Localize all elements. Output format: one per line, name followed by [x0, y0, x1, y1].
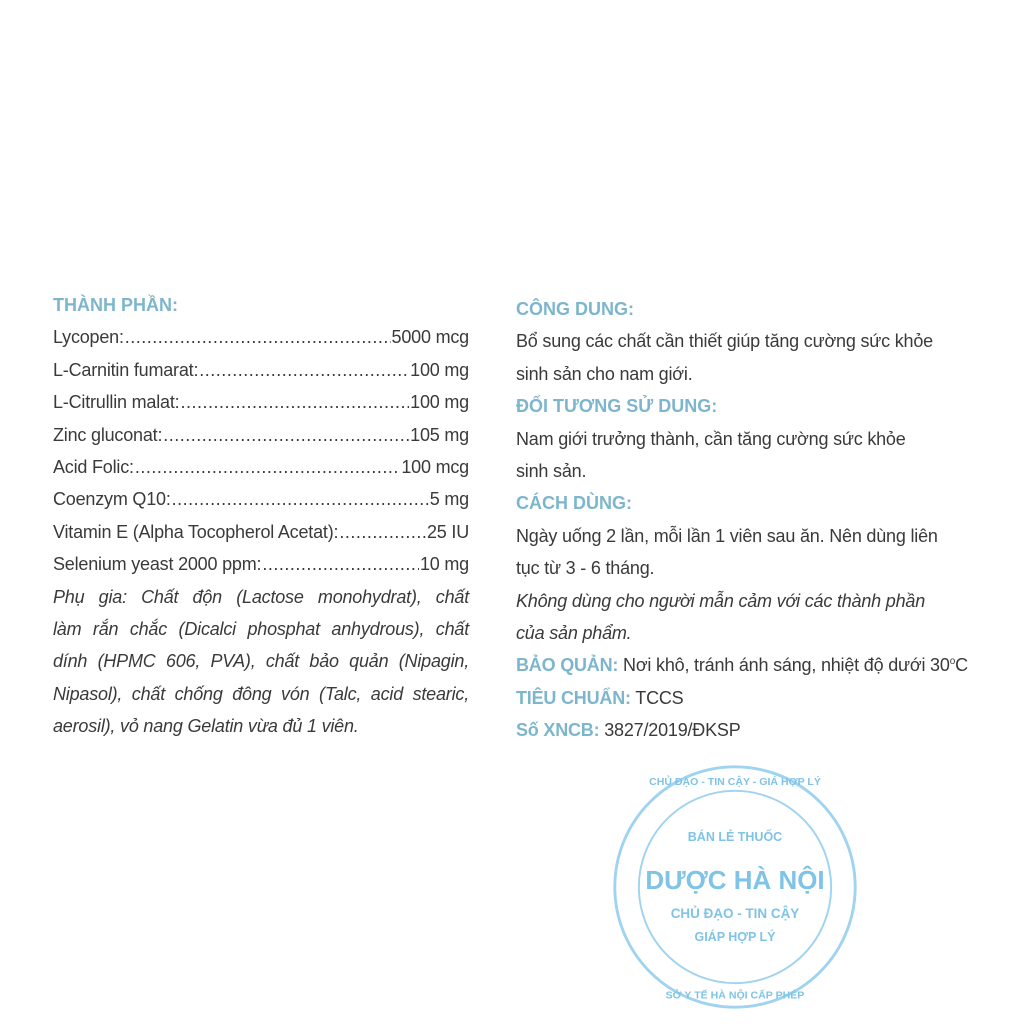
excipients-line: dính (HPMC 606, PVA), chất bảo quản (Nipagin, — [53, 651, 469, 672]
ingredient-amount: 5 mg — [429, 489, 469, 510]
ingredient-name: L-Carnitin fumarat: — [53, 359, 199, 380]
dot-leader — [135, 451, 401, 483]
standard-row — [516, 682, 974, 714]
warning-line: của sản phẩm. — [516, 622, 632, 643]
dot-leader — [163, 419, 409, 451]
target-heading: ĐỐI TƯƠNG SỬ DUNG: — [516, 396, 718, 417]
registration-value: 3827/2019/ĐKSP — [604, 720, 741, 741]
ingredient-name: Acid Folic: — [53, 456, 134, 477]
excipients-line: Phụ gia: Chất độn (Lactose monohydrat), chất — [53, 586, 469, 607]
excipients-line: làm rắn chắc (Dicalci phosphat anhydrous), chất — [53, 618, 469, 639]
storage-unit: C — [955, 655, 968, 676]
uses-line: sinh sản cho nam giới. — [516, 363, 693, 384]
ingredient-row — [53, 354, 469, 386]
stamp-outer-ring — [615, 767, 855, 1007]
ingredient-amount: 25 IU — [426, 521, 469, 542]
ingredient-name: Selenium yeast 2000 ppm: — [53, 554, 262, 575]
stamp-sub1: CHỦ ĐẠO - TIN CẬY — [670, 905, 800, 921]
target-line: sinh sản. — [516, 460, 587, 481]
dosage-line: tục từ 3 - 6 tháng. — [516, 558, 655, 579]
ingredient-row — [53, 419, 469, 451]
degree-sup: o — [949, 656, 956, 668]
registration-label: Số XNCB: — [516, 720, 600, 741]
ingredient-amount: 105 mg — [410, 424, 469, 445]
stamp-center-text: DƯỢC HÀ NỘI — [645, 864, 825, 895]
storage-value: Nơi khô, tránh ánh sáng, nhiệt độ dưới 30 — [623, 655, 950, 676]
ingredient-name: Lycopen: — [53, 327, 124, 348]
stamp-ring-bottom: SỞ Y TẾ HÀ NỘI CẤP PHÉP — [665, 989, 805, 1002]
standard-value: TCCS — [635, 687, 684, 708]
ingredient-amount: 100 mcg — [401, 456, 469, 477]
excipients-line: Nipasol), chất chống đông vón (Talc, acid stearic, — [53, 683, 469, 704]
dot-leader — [199, 354, 409, 386]
ingredient-name: Zinc gluconat: — [53, 424, 163, 445]
ingredients-section — [53, 289, 469, 742]
ingredient-list — [53, 321, 469, 580]
warning-line: Không dùng cho người mẫn cảm với các thành phần — [516, 590, 926, 611]
info-section — [516, 293, 974, 746]
ingredient-amount: 10 mg — [419, 554, 469, 575]
dot-leader — [172, 483, 429, 515]
ingredient-name: Coenzym Q10: — [53, 489, 171, 510]
ingredient-row — [53, 386, 469, 418]
stamp-inner-top: BÁN LẺ THUỐC — [687, 829, 783, 844]
storage-label: BẢO QUẢN: — [516, 655, 619, 676]
ingredient-amount: 100 mg — [410, 392, 469, 413]
ingredient-row — [53, 548, 469, 580]
uses-line: Bổ sung các chất cần thiết giúp tăng cường sức khỏe — [516, 331, 933, 352]
dosage-line: Ngày uống 2 lần, mỗi lần 1 viên sau ăn. Nên dùng liên — [516, 525, 938, 546]
stamp-ring-top: CHỦ ĐẠO - TIN CẬY - GIÁ HỢP LÝ — [649, 776, 821, 789]
ingredient-amount: 5000 mcg — [391, 327, 469, 348]
ingredient-amount: 100 mg — [410, 359, 469, 380]
excipients-line: aerosil), vỏ nang Gelatin vừa đủ 1 viên. — [53, 716, 359, 737]
dot-leader — [125, 321, 391, 353]
stamp-inner-ring — [639, 791, 831, 983]
ingredient-name: Vitamin E (Alpha Tocopherol Acetat): — [53, 521, 339, 542]
ingredients-heading: THÀNH PHẦN: — [53, 295, 178, 315]
uses-heading: CÔNG DUNG: — [516, 299, 634, 319]
registration-row — [516, 714, 974, 746]
dot-leader — [262, 548, 419, 580]
excipients-paragraph — [53, 581, 469, 743]
ingredient-row — [53, 321, 469, 353]
ingredient-row — [53, 451, 469, 483]
stamp-sub2: GIÁP HỢP LÝ — [694, 929, 776, 944]
dot-leader — [180, 386, 409, 418]
dot-leader — [339, 516, 426, 548]
dosage-heading: CÁCH DÙNG: — [516, 493, 632, 514]
storage-row — [516, 649, 974, 681]
ingredient-row — [53, 483, 469, 515]
standard-label: TIÊU CHUẨN: — [516, 687, 631, 708]
ingredient-row — [53, 516, 469, 548]
target-line: Nam giới trưởng thành, cần tăng cường sức khỏe — [516, 428, 906, 449]
ingredient-name: L-Citrullin malat: — [53, 392, 180, 413]
pharmacy-stamp — [610, 762, 860, 1012]
